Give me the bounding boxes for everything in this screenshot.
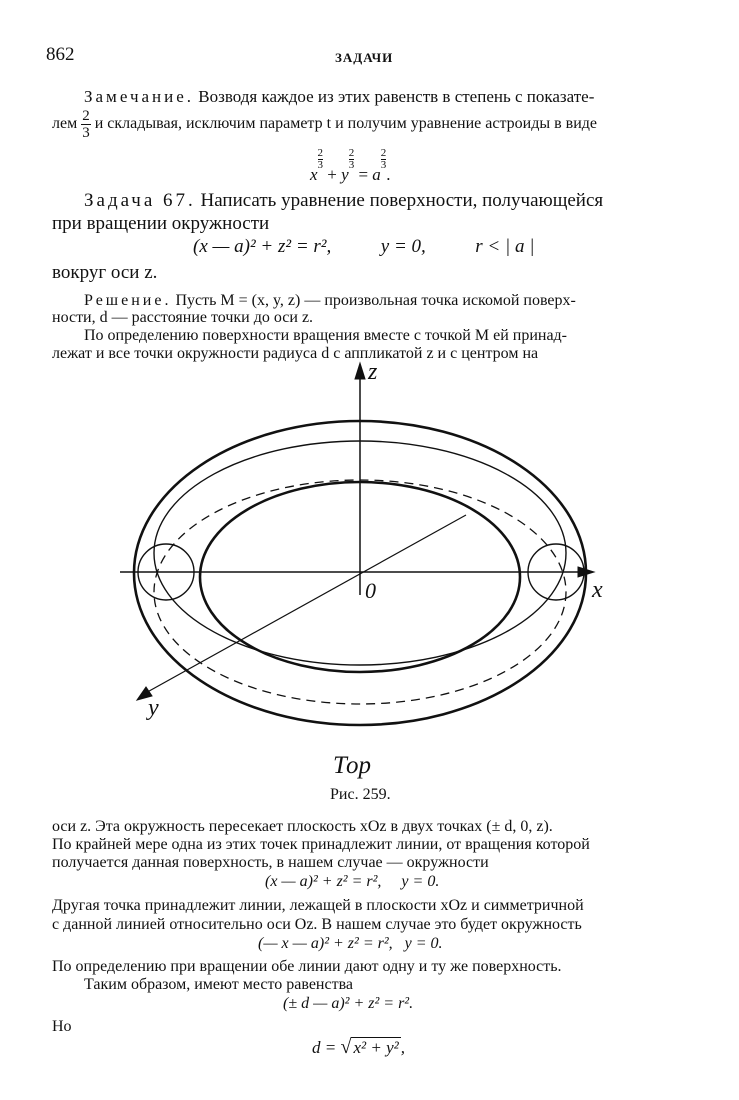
problem-line-1 [84, 190, 603, 212]
astroid-formula: x $\frac{2}{3} + y$ $\frac{2}{3} = a$ $\frac{2}{3}$. [310, 147, 391, 184]
equation-circle-1: (x — a)² + z² = r², y = 0. [265, 873, 440, 890]
remark-text-2a: лем [52, 115, 78, 133]
continuation-line-2: По крайней мере одна из этих точек принадлежит линии, от вращения которой [52, 836, 590, 853]
origin-label: 0 [365, 578, 376, 603]
z-axis-label: z [368, 359, 378, 385]
torus-figure [0, 355, 739, 810]
remark-line-1 [84, 86, 594, 108]
solution-label: Решение. [84, 292, 172, 309]
continuation-line-6: По определению при вращении обе линии дают одну и ту же поверхность. [52, 958, 562, 975]
running-title: ЗАДАЧИ [335, 50, 394, 65]
torus-label: Тор [333, 752, 372, 779]
figure-caption: Рис. 259. [330, 786, 391, 803]
solution-line-3: По определению поверхности вращения вместе с точкой M ей принад- [84, 327, 568, 344]
z-axis-arrow [355, 363, 365, 379]
x-axis-label: x [592, 577, 603, 603]
continuation-line-5: с данной линией относительно оси Oz. В нашем случае это будет окружность [52, 916, 582, 933]
continuation-line-7: Таким образом, имеют место равенства [84, 976, 354, 993]
problem-label: Задача 67. [84, 190, 196, 211]
frac-den: 3 [82, 125, 90, 141]
problem-text-1: Написать уравнение поверхности, получающейся [200, 190, 604, 211]
equation-pm-d: (± d — a)² + z² = r². [283, 995, 414, 1012]
solution-line-4: лежат и все точки окружности радиуса d с аппликатой z и с центром на [52, 345, 539, 362]
problem-equation: (x — a)² + z² = r², y = 0, r < | a | [193, 236, 535, 257]
continuation-line-3: получается данная поверхность, в нашем случае — окружности [52, 854, 489, 871]
remark-fraction [81, 108, 91, 141]
solution-line-2: ности, d — расстояние точки до оси z. [52, 309, 314, 326]
frac-num: 2 [82, 108, 90, 124]
y-axis [142, 515, 466, 695]
remark-text-2b: и складывая, исключим параметр t и получим уравнение астроиды в виде [94, 115, 597, 133]
remark-line-2 [52, 108, 597, 141]
problem-line-3: вокруг оси z. [52, 262, 158, 283]
remark-label: Замечание. [84, 87, 195, 106]
problem-line-2: при вращении окружности [52, 213, 270, 234]
word-but: Но [52, 1018, 72, 1035]
page-number: 862 [46, 44, 75, 65]
equation-circle-2: (— x — a)² + z² = r², y = 0. [258, 935, 443, 952]
equation-d-sqrt: d = √ x² + y² , [312, 1036, 405, 1058]
y-axis-label: y [148, 695, 159, 721]
remark-text-1: Возводя каждое из этих равенств в степень с показате- [198, 87, 595, 106]
solution-line-1: Решение. Пусть M = (x, y, z) — произвольная точка искомой поверх- [84, 292, 576, 309]
continuation-line-1: оси z. Эта окружность пересекает плоскость xOz в двух точках (± d, 0, z). [52, 818, 553, 835]
continuation-line-4: Другая точка принадлежит линии, лежащей в плоскости xOz и симметричной [52, 897, 584, 914]
